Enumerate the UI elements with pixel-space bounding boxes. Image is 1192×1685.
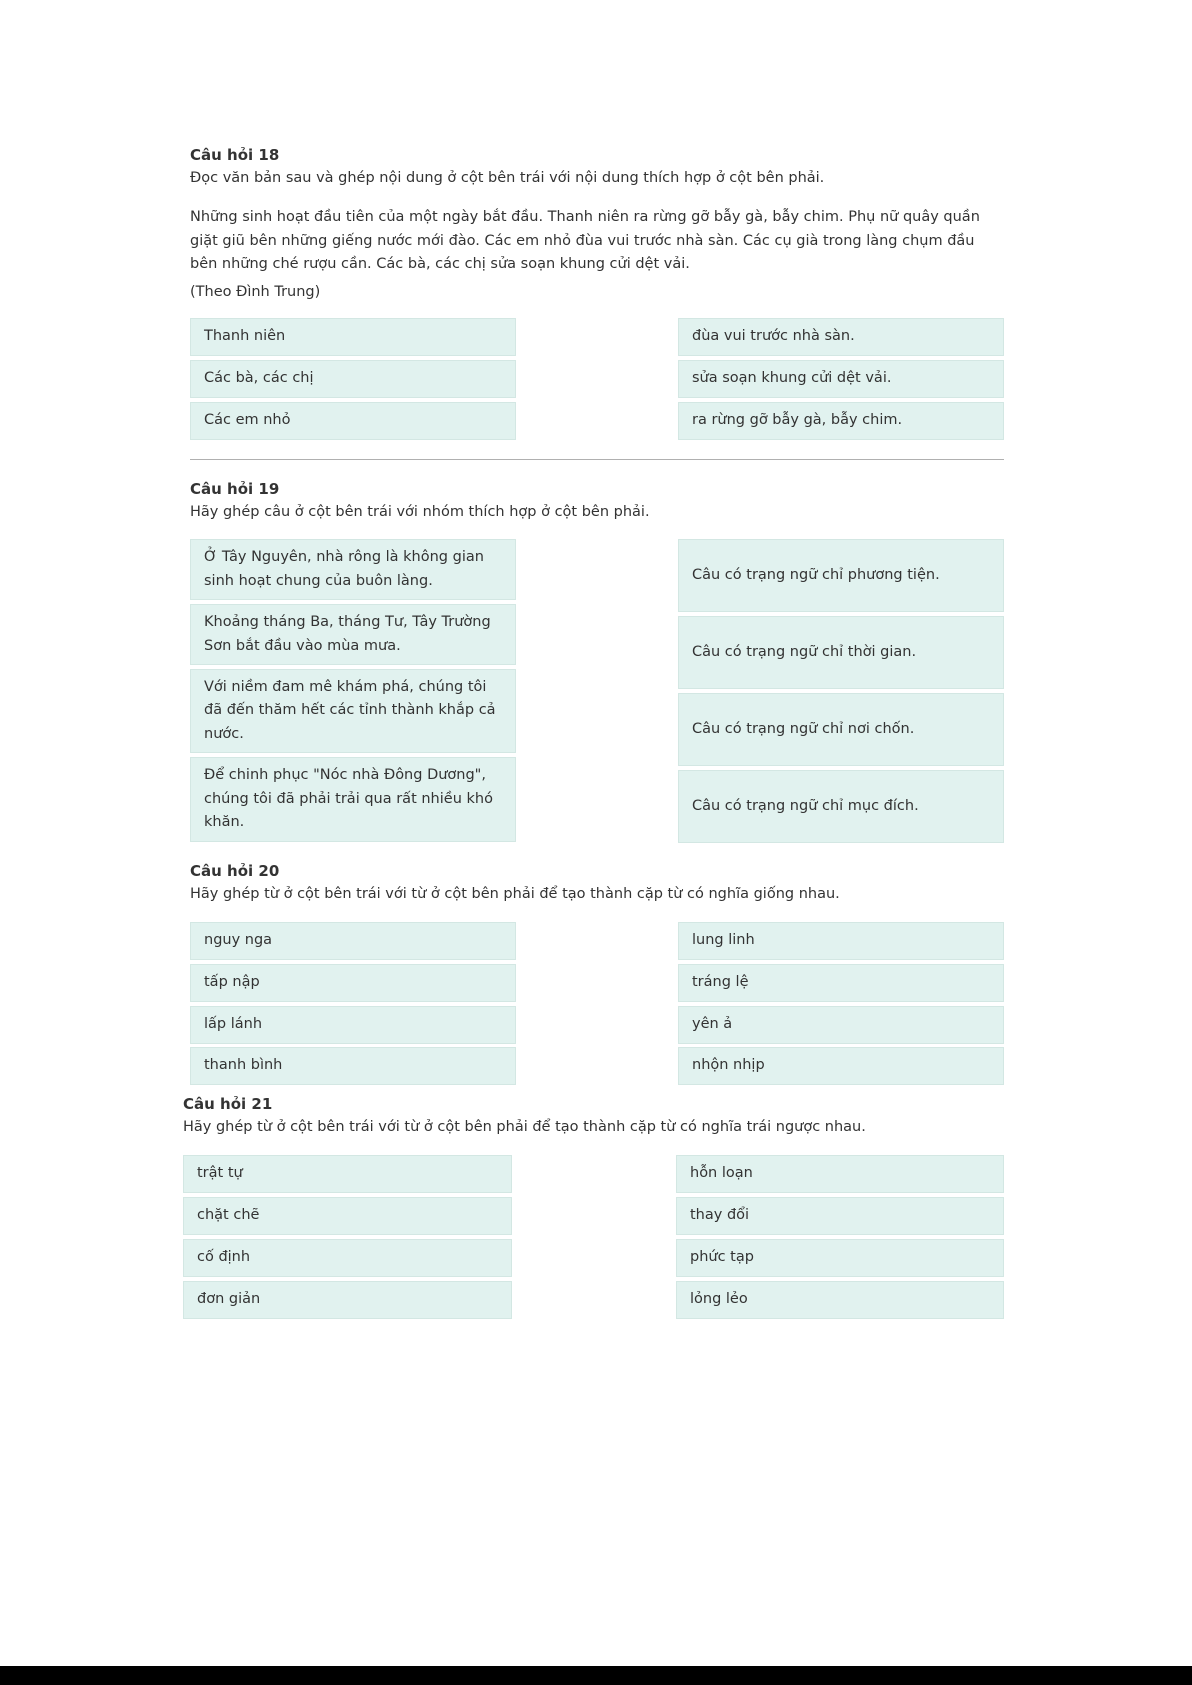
q19-right-item[interactable]: Câu có trạng ngữ chỉ nơi chốn. bbox=[678, 693, 1004, 766]
q18-left-item[interactable]: Thanh niên bbox=[190, 318, 516, 356]
q20-right-item[interactable]: nhộn nhịp bbox=[678, 1047, 1004, 1085]
q19-left-item[interactable]: Để chinh phục "Nóc nhà Đông Dương", chúng tôi đã phải trải qua rất nhiều khó khăn. bbox=[190, 757, 516, 842]
bottom-bar bbox=[0, 1666, 1192, 1685]
q20-right-item[interactable]: tráng lệ bbox=[678, 964, 1004, 1002]
q20-prompt: Hãy ghép từ ở cột bên trái với từ ở cột bên phải để tạo thành cặp từ có nghĩa giống nhau. bbox=[190, 886, 840, 902]
q21-prompt: Hãy ghép từ ở cột bên trái với từ ở cột bên phải để tạo thành cặp từ có nghĩa trái ngược nhau. bbox=[183, 1119, 866, 1135]
q21-right-item[interactable]: lỏng lẻo bbox=[676, 1281, 1004, 1319]
q18-prompt: Đọc văn bản sau và ghép nội dung ở cột bên trái với nội dung thích hợp ở cột bên phải. bbox=[190, 170, 825, 186]
q21-right-item[interactable]: phức tạp bbox=[676, 1239, 1004, 1277]
q21-left-item[interactable]: trật tự bbox=[183, 1155, 512, 1193]
q18-left-item[interactable]: Các bà, các chị bbox=[190, 360, 516, 398]
q19-right-item[interactable]: Câu có trạng ngữ chỉ mục đích. bbox=[678, 770, 1004, 843]
q19-title: Câu hỏi 19 bbox=[190, 480, 280, 498]
q20-right-item[interactable]: yên ả bbox=[678, 1006, 1004, 1044]
q19-left-item[interactable]: Với niềm đam mê khám phá, chúng tôi đã đến thăm hết các tỉnh thành khắp cả nước. bbox=[190, 669, 516, 753]
q18-right-item[interactable]: đùa vui trước nhà sàn. bbox=[678, 318, 1004, 356]
section-divider bbox=[190, 459, 1004, 460]
q21-right-item[interactable]: hỗn loạn bbox=[676, 1155, 1004, 1193]
q18-right-item[interactable]: sửa soạn khung cửi dệt vải. bbox=[678, 360, 1004, 398]
q18-source: (Theo Đình Trung) bbox=[190, 284, 321, 300]
q19-prompt: Hãy ghép câu ở cột bên trái với nhóm thích hợp ở cột bên phải. bbox=[190, 504, 650, 520]
q20-left-item[interactable]: lấp lánh bbox=[190, 1006, 516, 1044]
q20-left-item[interactable]: thanh bình bbox=[190, 1047, 516, 1085]
q20-right-item[interactable]: lung linh bbox=[678, 922, 1004, 960]
q21-left-item[interactable]: cố định bbox=[183, 1239, 512, 1277]
q18-left-item[interactable]: Các em nhỏ bbox=[190, 402, 516, 440]
q19-left-item[interactable]: Khoảng tháng Ba, tháng Tư, Tây Trường Sơn bắt đầu vào mùa mưa. bbox=[190, 604, 516, 665]
q20-left-item[interactable]: nguy nga bbox=[190, 922, 516, 960]
q19-right-item[interactable]: Câu có trạng ngữ chỉ phương tiện. bbox=[678, 539, 1004, 612]
q18-passage: Những sinh hoạt đầu tiên của một ngày bắt đầu. Thanh niên ra rừng gỡ bẫy gà, bẫy chim. Phụ nữ quây quần giặt giũ bên những giếng nước mới đào. Các em nhỏ đùa vui trước nhà sàn. Các cụ già trong làng chụm đầu bên những ché rượu cần. Các bà, các chị sửa soạn khung cửi dệt vải. bbox=[190, 209, 980, 272]
q21-left-item[interactable]: chặt chẽ bbox=[183, 1197, 512, 1235]
q19-right-item[interactable]: Câu có trạng ngữ chỉ thời gian. bbox=[678, 616, 1004, 689]
q20-left-item[interactable]: tấp nập bbox=[190, 964, 516, 1002]
q18-title: Câu hỏi 18 bbox=[190, 146, 280, 164]
q21-title: Câu hỏi 21 bbox=[183, 1095, 273, 1113]
q21-left-item[interactable]: đơn giản bbox=[183, 1281, 512, 1319]
q20-title: Câu hỏi 20 bbox=[190, 862, 280, 880]
q18-right-item[interactable]: ra rừng gỡ bẫy gà, bẫy chim. bbox=[678, 402, 1004, 440]
q19-left-item[interactable]: Ở Tây Nguyên, nhà rông là không gian sinh hoạt chung của buôn làng. bbox=[190, 539, 516, 600]
q21-right-item[interactable]: thay đổi bbox=[676, 1197, 1004, 1235]
